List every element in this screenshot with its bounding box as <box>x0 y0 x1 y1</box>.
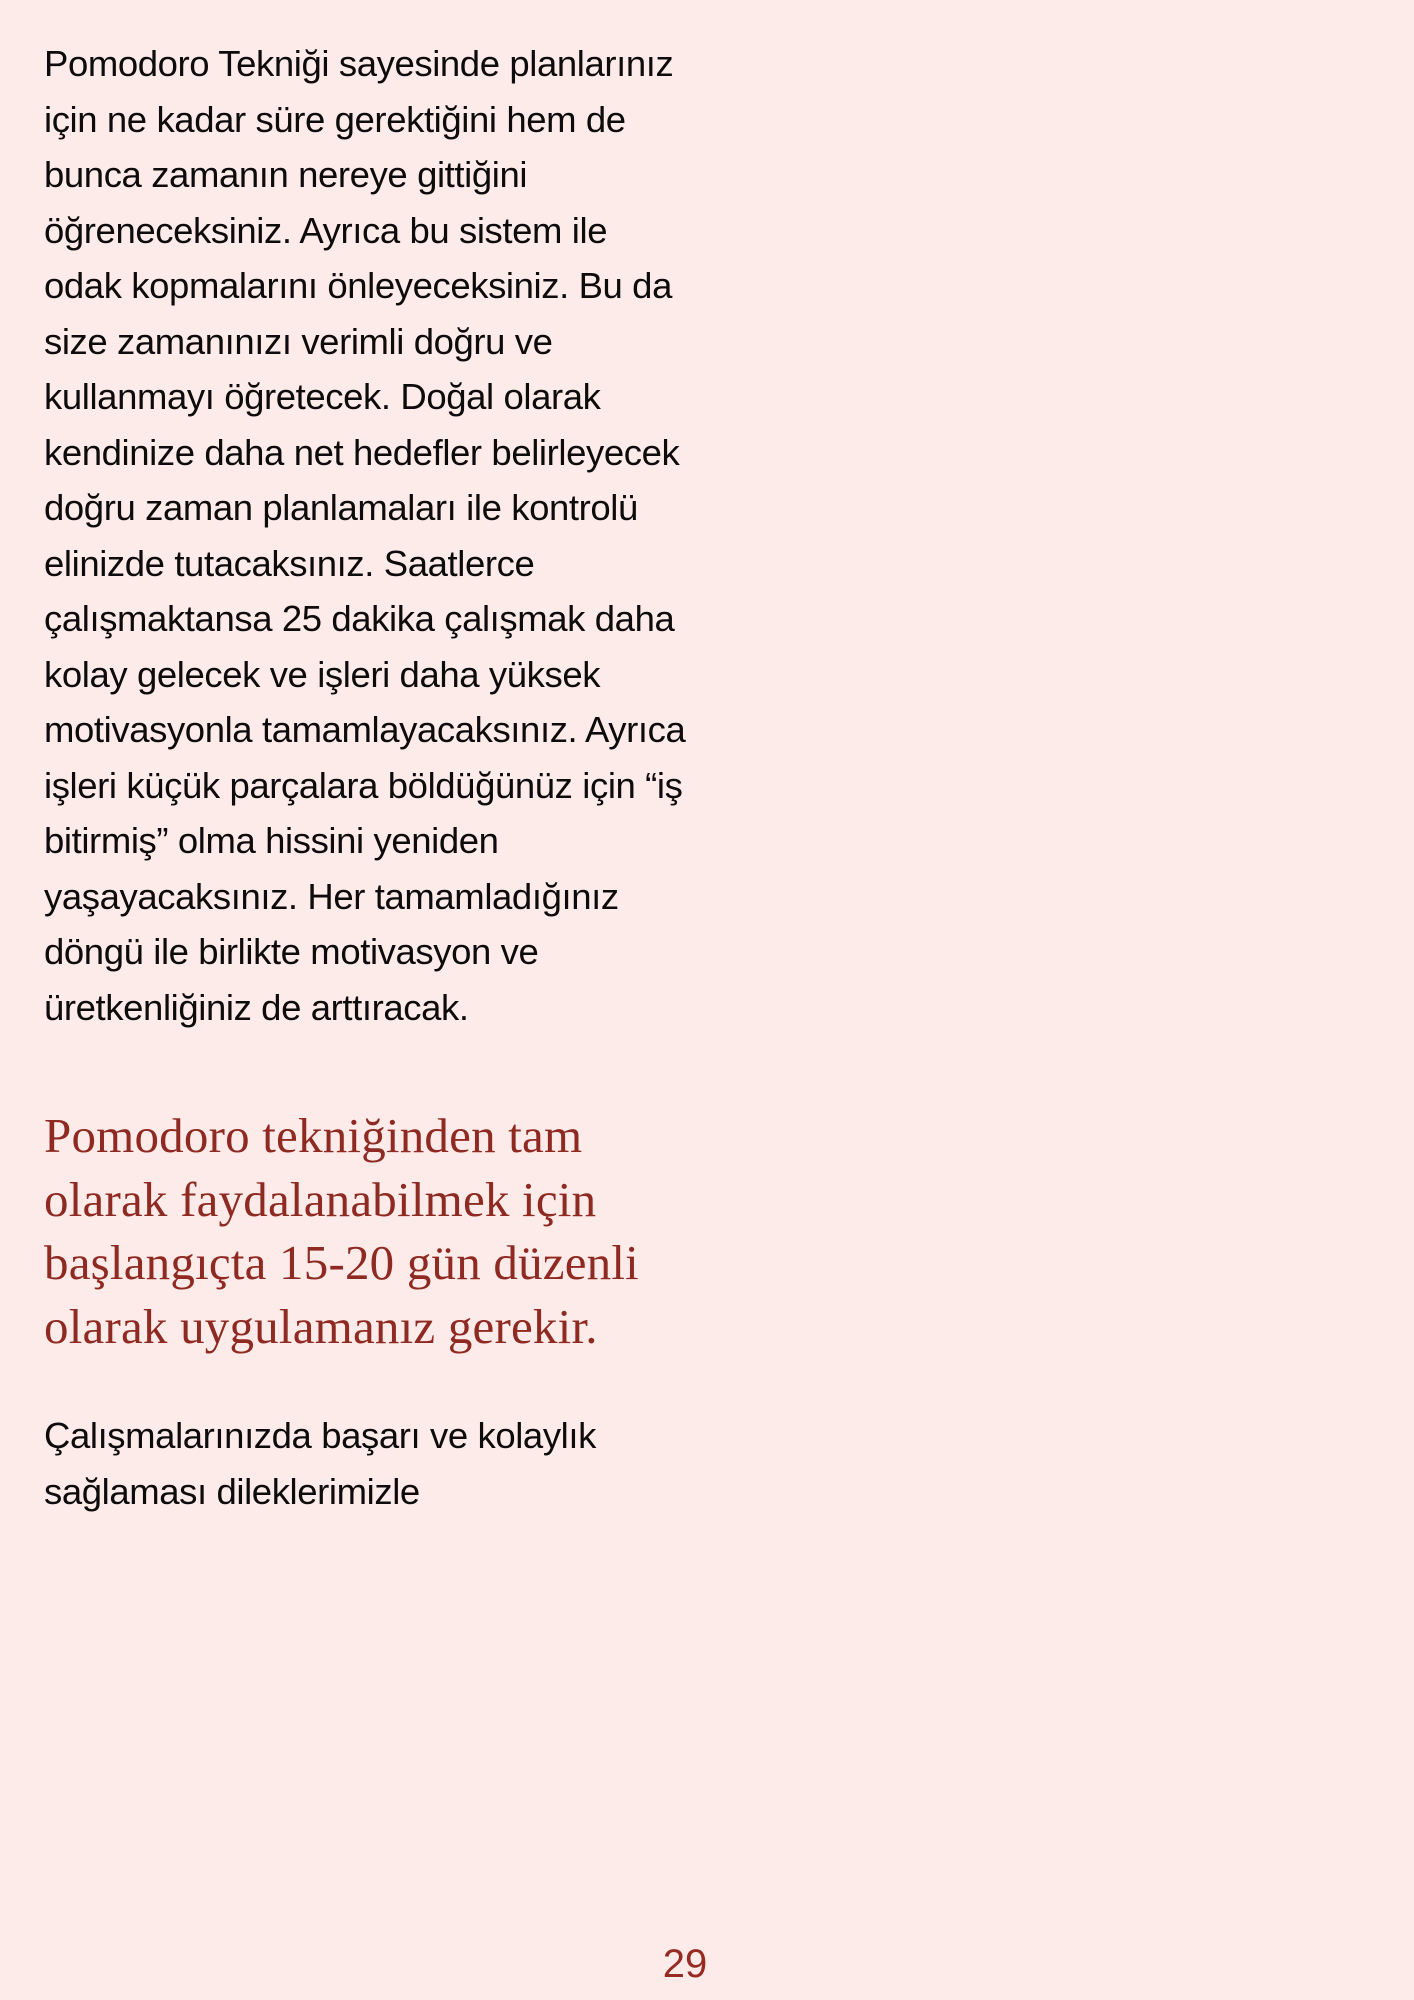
body-line: yaşayacaksınız. Her tamamladığınız <box>44 875 619 917</box>
body-line: için ne kadar süre gerektiğini hem de <box>44 98 626 140</box>
closing-line: Çalışmalarınızda başarı ve kolaylık <box>44 1415 596 1456</box>
body-line: doğru zaman planlamaları ile kontrolü <box>44 487 638 528</box>
body-line: kullanmayı öğretecek. Doğal olarak <box>44 376 601 417</box>
callout-line: başlangıçta 15-20 gün düzenli <box>44 1235 639 1290</box>
closing-line: sağlaması dileklerimizle <box>44 1470 420 1512</box>
closing-paragraph <box>44 1408 804 1519</box>
body-line: bunca zamanın nereye gittiğini <box>44 154 528 195</box>
body-line: çalışmaktansa 25 dakika çalışmak daha <box>44 598 675 639</box>
body-line: bitirmiş” olma hissini yeniden <box>44 820 499 861</box>
body-paragraph <box>44 36 804 1035</box>
callout-line: olarak uygulamanız gerekir. <box>44 1298 598 1354</box>
body-line: size zamanınızı verimli doğru ve <box>44 320 553 362</box>
body-line: motivasyonla tamamlayacaksınız. Ayrıca <box>44 709 686 750</box>
body-line: elinizde tutacaksınız. Saatlerce <box>44 542 535 584</box>
callout-line: Pomodoro tekniğinden tam <box>44 1108 583 1163</box>
body-line: odak kopmalarını önleyeceksiniz. Bu da <box>44 265 672 306</box>
body-line: kolay gelecek ve işleri daha yüksek <box>44 653 601 695</box>
callout-line: olarak faydalanabilmek için <box>44 1171 597 1227</box>
body-line: işleri küçük parçalara böldüğünüz için “iş <box>44 764 683 806</box>
body-line: Pomodoro Tekniği sayesinde planlarınız <box>44 43 674 84</box>
body-line: öğreneceksiniz. Ayrıca bu sistem ile <box>44 209 608 251</box>
body-line: kendinize daha net hedefler belirleyecek <box>44 431 680 473</box>
page-number: 29 <box>662 1942 708 1986</box>
highlight-callout <box>44 1104 804 1358</box>
body-line: üretkenliğiniz de arttıracak. <box>44 986 469 1028</box>
body-line: döngü ile birlikte motivasyon ve <box>44 931 539 972</box>
